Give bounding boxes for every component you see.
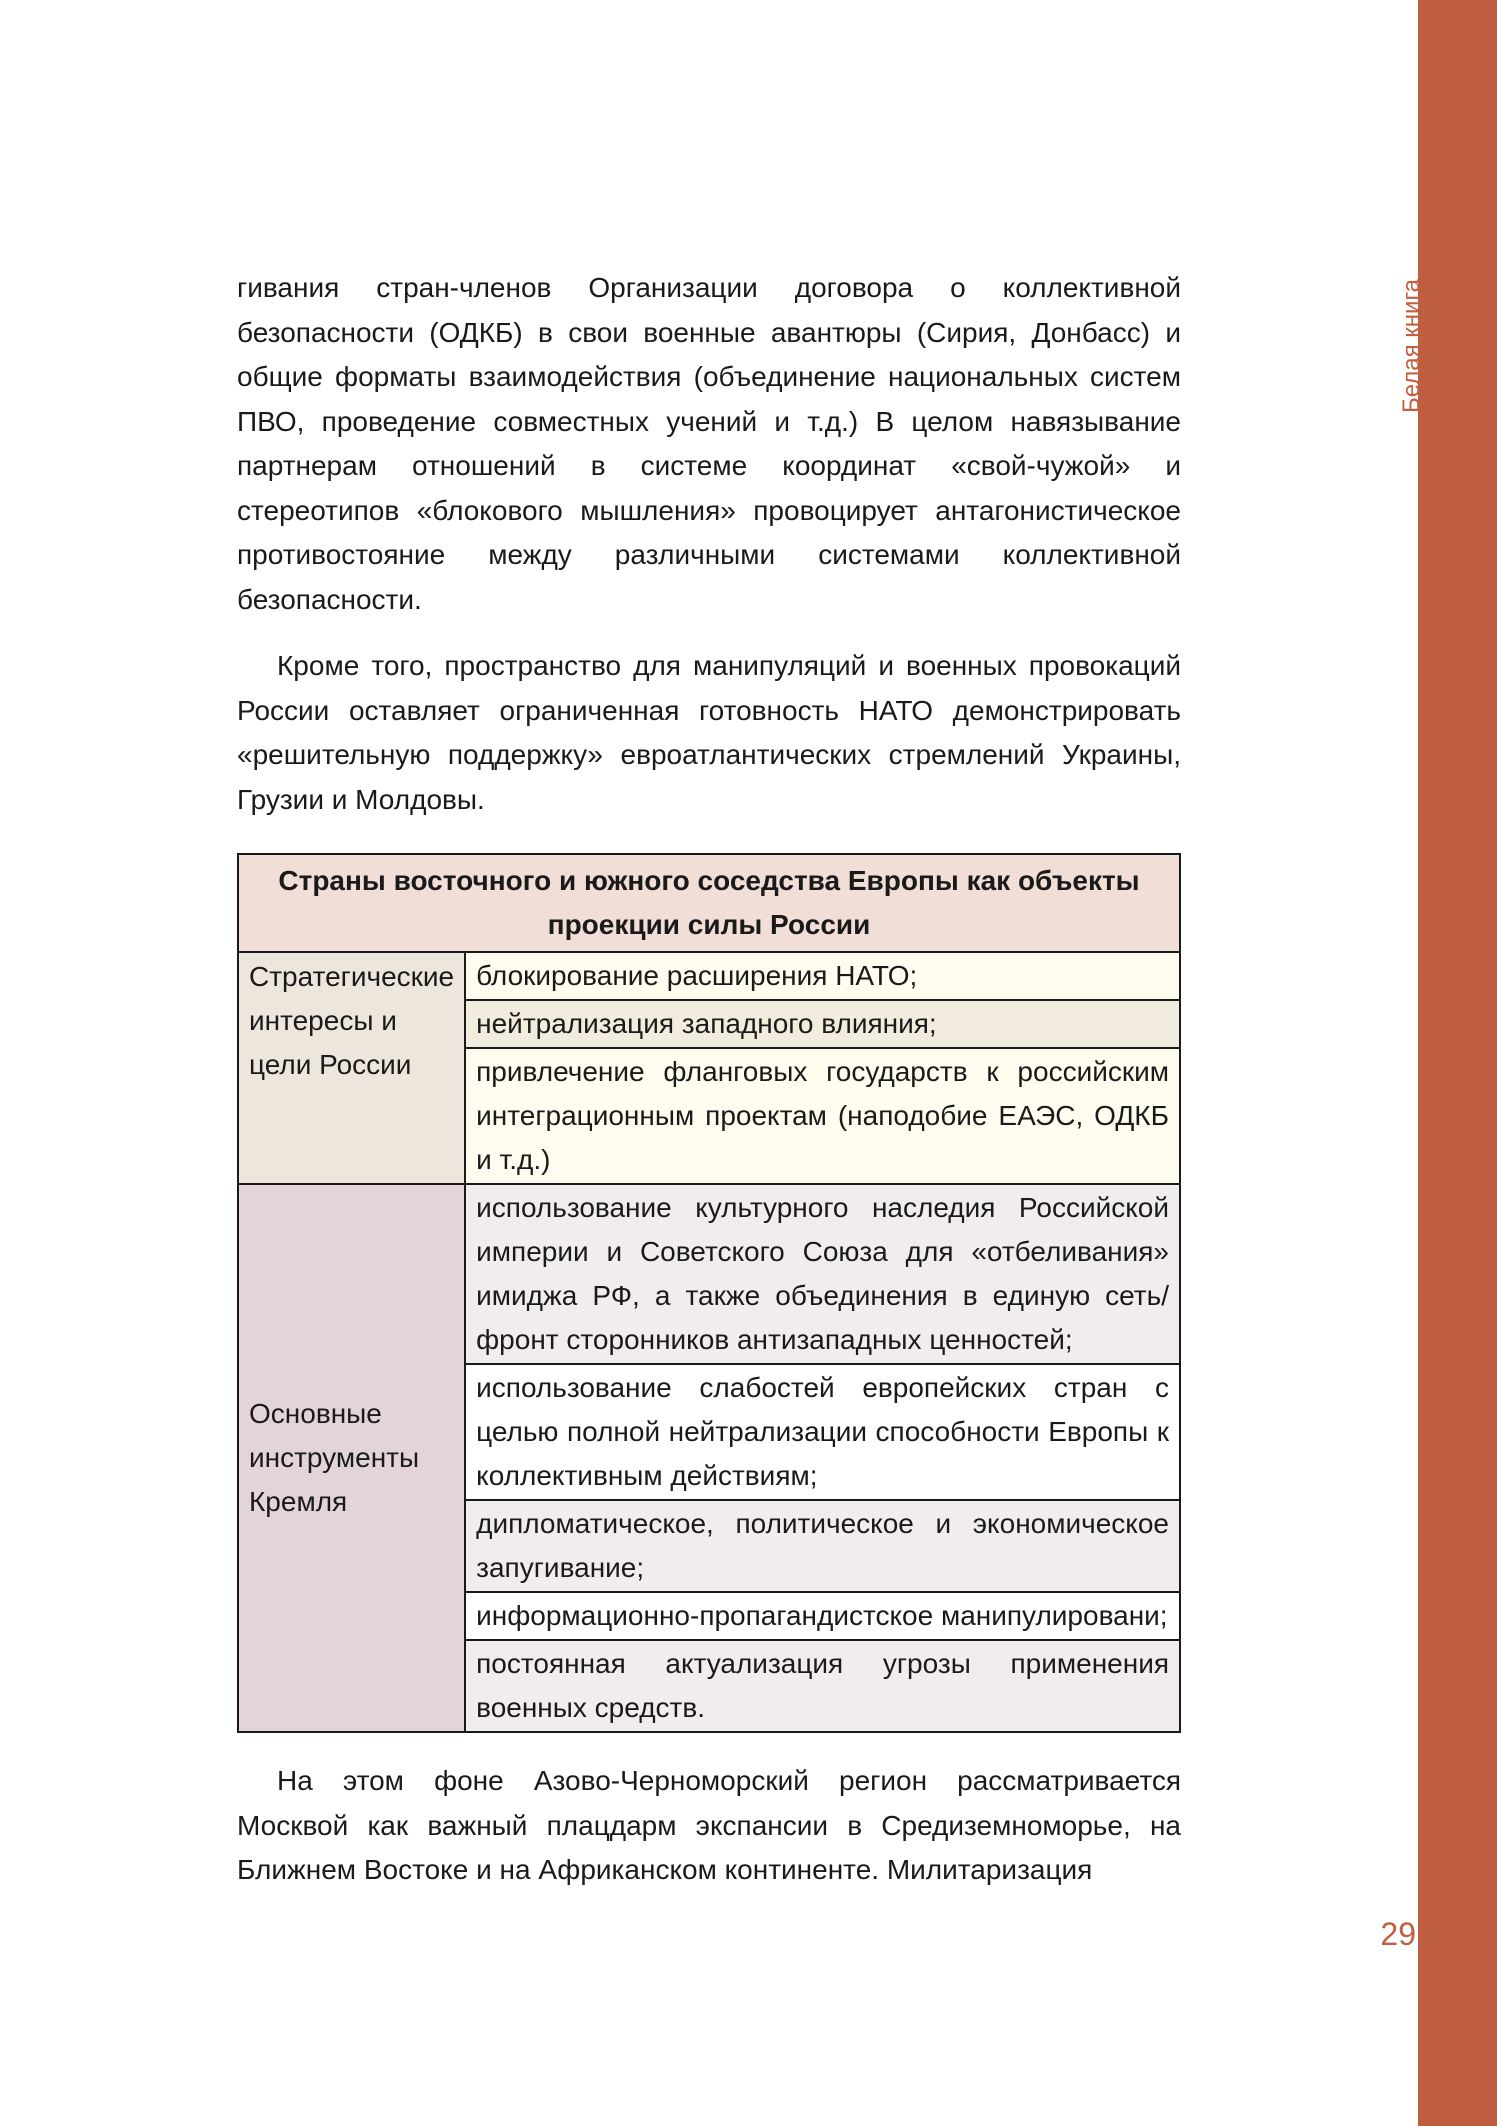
table-cell: блокирование расширения НАТО;	[465, 952, 1180, 1000]
table-cell: постоянная актуализация угрозы применения военных средств.	[465, 1640, 1180, 1732]
running-header-text: Белая книга	[1398, 278, 1425, 414]
table-cell: информационно-пропагандистское манипулировани;	[465, 1592, 1180, 1640]
table-header-row	[238, 854, 1180, 952]
table-cell: дипломатическое, политическое и экономическое запугивание;	[465, 1500, 1180, 1592]
projection-table	[237, 853, 1181, 1733]
table-cell: использование культурного наследия Российской империи и Советского Союза для «отбеливания» имиджа РФ, а также объединения в единую сеть/фронт сторонников антизападных ценностей;	[465, 1184, 1180, 1364]
table-title: Страны восточного и южного соседства Европы как объекты проекции силы России	[238, 854, 1180, 952]
table-cell: привлечение фланговых государств к российским интеграционным проектам (наподобие ЕАЭС, ОДКБ и т.д.)	[465, 1048, 1180, 1184]
table-row	[238, 1184, 1180, 1364]
table-row	[238, 952, 1180, 1000]
page-number: 29	[1380, 1916, 1416, 1952]
table-cell: использование слабостей европейских стран с целью полной нейтрализации способности Европы к коллективным действиям;	[465, 1364, 1180, 1500]
paragraph: На этом фоне Азово-Черноморский регион рассматривается Москвой как важный плацдарм экспансии в Средиземноморье, на Ближнем Востоке и на Африканском континенте. Милитаризация	[237, 1765, 1181, 1885]
row-label-strategic-interests: Стратегические интересы и цели России	[238, 952, 465, 1184]
paragraph: Кроме того, пространство для манипуляций и военных провокаций России оставляет ограниченная готовность НАТО демонстрировать «решительную поддержку» евроатлантических стремлений Украины, Грузии и Молдовы.	[237, 650, 1181, 815]
paragraph: гивания стран-членов Организации договора о коллективной безопасности (ОДКБ) в свои военные авантюры (Сирия, Донбасс) и общие форматы взаимодействия (объединение национальных систем ПВО, проведение совместных учений и т.д.) В целом навязывание партнерам отношений в системе координат «свой-чужой» и стереотипов «блокового мышления» провоцирует антагонистическое противостояние между различными системами коллективной безопасности.	[237, 272, 1181, 615]
running-header	[1380, 276, 1444, 416]
page-body	[237, 266, 1181, 1893]
row-label-kremlin-instruments: Основные инструменты Кремля	[238, 1184, 465, 1732]
table-cell: нейтрализация западного влияния;	[465, 1000, 1180, 1048]
